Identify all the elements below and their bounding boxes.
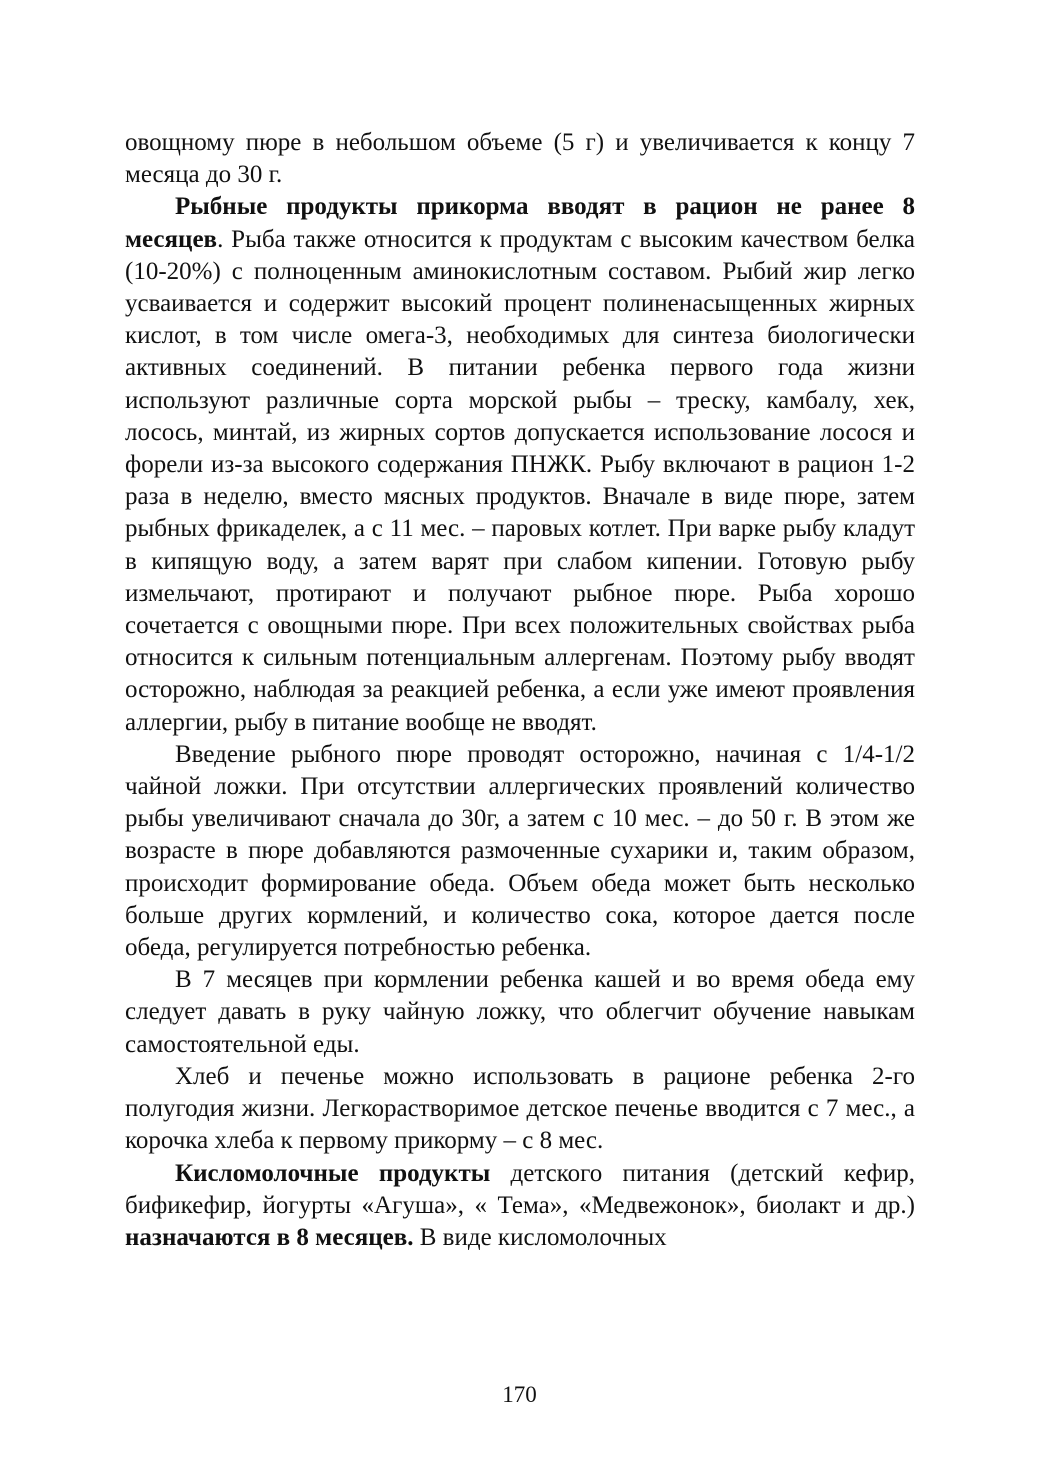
paragraph-dairy-text-2: В виде кисломолочных [413,1223,667,1251]
page-number: 170 [502,1382,537,1407]
paragraph-continuation: овощному пюре в небольшом объеме (5 г) и увеличивается к концу 7 месяца до 30 г. [125,129,915,189]
bold-dairy-age: назначаются в 8 месяцев. [125,1223,414,1251]
paragraph-fish-products [125,191,915,738]
page-body [125,127,915,1254]
paragraph-spoon: В 7 месяцев при кормлении ребенка кашей и во время обеда ему следует давать в руку чайную ложку, что облегчит обучение навыкам самостоятельной еды. [125,966,915,1058]
paragraph-fish-text: . Рыба также относится к продуктам с высоким качеством белка (10-20%) с полноценным аминокислотным составом. Рыбий жир легко усваивается и содержит высокий процент полиненасыщенных жирных кислот, в том числе омега-3, необходимых для синтеза биологически активных соединений. В питании ребенка первого года жизни используют различные сорта морской рыбы – треску, камбалу, хек, лосось, минтай, из жирных сортов допускается использование лосося и форели из-за высокого содержания ПНЖК. Рыбу включают в рацион 1-2 раза в неделю, вместо мясных продуктов. Вначале в виде пюре, затем рыбных фрикаделек, а с 11 мес. – паровых котлет. При варке рыбу кладут в кипящую воду, а затем варят при слабом кипении. Готовую рыбу измельчают, протирают и получают рыбное пюре. Рыба хорошо сочетается с овощными пюре. При всех положительных свойствах рыба относится к сильным потенциальным аллергенам. Поэтому рыбу вводят осторожно, наблюдая за реакцией ребенка, а если уже имеют проявления аллергии, рыбу в питание вообще не вводят. [125,225,915,736]
paragraph-dairy [125,1158,915,1255]
paragraph-bread: Хлеб и печенье можно использовать в рационе ребенка 2-го полугодия жизни. Легкорастворимое детское печенье вводится с 7 мес., а корочка хлеба к первому прикорму – с 8 мес. [125,1062,915,1155]
bold-heading-dairy: Кисломолочные продукты [175,1159,491,1187]
paragraph-fish-puree: Введение рыбного пюре проводят осторожно, начиная с 1/4-1/2 чайной ложки. При отсутствии аллергических проявлений количество рыбы увеличивают сначала до 30г, а затем с 10 мес. – до 50 г. В этом же возрасте в пюре добавляются размоченные сухарики и, таким образом, происходит формирование обеда. Объем обеда может быть несколько больше других кормлений, и количество сока, которое дается после обеда, регулируется потребностью ребенка. [125,740,915,962]
paragraph-dairy-text-1: детского питания (детский кефир, бификефир, йогурты «Агуша», « Тема», «Медвежонок», биолакт и др.) [125,1159,915,1219]
bold-heading-fish: Рыбные продукты прикорма вводят в рацион не ранее 8 месяцев [125,193,915,253]
